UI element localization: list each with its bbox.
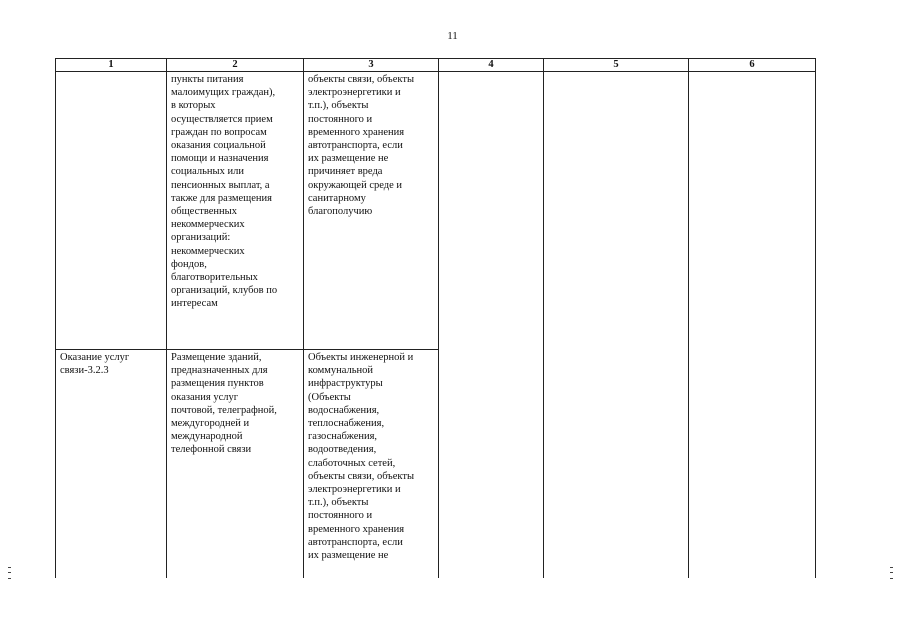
header-cell-4: 4 [439, 59, 544, 72]
cell-text: пункты питания малоимущих граждан), в которых осуществляется прием граждан по вопросам оказания социальной помощи и назначения социальных или пенсионных выплат, а также для размещения общественных некоммерческих организаций: некоммерческих фондов, благотворительных организаций, клубов по интересам [171, 74, 278, 310]
row2-col3-cell [304, 350, 439, 578]
col4-cell [439, 72, 544, 578]
table-header-row [56, 59, 816, 72]
row2-col2-cell [167, 350, 304, 578]
cell-text: Объекты инженерной и коммунальной инфраструктуры (Объекты водоснабжения, теплоснабжения, газоснабжения, водоотведения, слаботочных сетей, объекты связи, объекты электроэнергетики и т.п.), объекты постоянного и временного хранения автотранспорта, если их размещение не [308, 352, 415, 562]
header-cell-6: 6 [689, 59, 816, 72]
scan-edge-mark-right [890, 567, 893, 579]
page-number: 11 [447, 30, 458, 42]
row2-col1-cell [56, 350, 167, 578]
header-cell-1: 1 [56, 59, 167, 72]
cell-text: Оказание услуг связи-3.2.3 [60, 352, 130, 377]
header-cell-2: 2 [167, 59, 304, 72]
row1-col1-cell [56, 72, 167, 350]
row1-col3-cell [304, 72, 439, 350]
col6-cell [689, 72, 816, 578]
row1-col2-cell [167, 72, 304, 350]
cell-text: объекты связи, объекты электроэнергетики и т.п.), объекты постоянного и временного хранения автотранспорта, если их размещение не причиняет вреда окружающей среде и санитарному благополучию [308, 74, 415, 218]
header-cell-3: 3 [304, 59, 439, 72]
document-table [55, 58, 816, 578]
cell-text: Размещение зданий, предназначенных для размещения пунктов оказания услуг почтовой, телеграфной, междугородней и международной телефонной связи [171, 352, 277, 456]
table-row [56, 72, 816, 350]
col5-cell [544, 72, 689, 578]
header-cell-5: 5 [544, 59, 689, 72]
scan-edge-mark-left [8, 567, 11, 579]
